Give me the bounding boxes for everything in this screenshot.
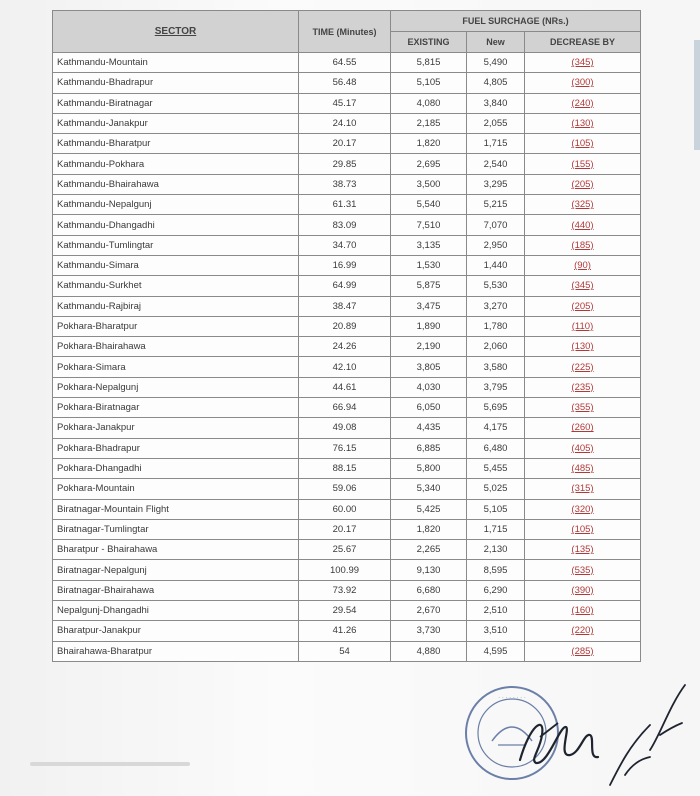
sector-cell: Kathmandu-Tumlingtar (53, 235, 299, 255)
new-cell: 2,950 (467, 235, 525, 255)
scan-smudge (30, 762, 190, 766)
sector-cell: Kathmandu-Janakpur (53, 113, 299, 133)
decrease-cell: (485) (525, 458, 641, 478)
new-cell: 5,490 (467, 53, 525, 73)
new-cell: 5,530 (467, 276, 525, 296)
existing-cell: 3,135 (391, 235, 467, 255)
new-cell: 1,715 (467, 134, 525, 154)
sector-cell: Kathmandu-Bhairahawa (53, 174, 299, 194)
decrease-cell: (130) (525, 113, 641, 133)
new-cell: 5,695 (467, 398, 525, 418)
new-cell: 3,510 (467, 621, 525, 641)
decrease-cell: (185) (525, 235, 641, 255)
new-cell: 7,070 (467, 215, 525, 235)
table-row (53, 641, 641, 661)
time-cell: 73.92 (299, 580, 391, 600)
time-cell: 45.17 (299, 93, 391, 113)
existing-cell: 4,880 (391, 641, 467, 661)
sector-cell: Bhairahawa-Bharatpur (53, 641, 299, 661)
time-cell: 76.15 (299, 438, 391, 458)
table-row (53, 418, 641, 438)
existing-cell: 5,875 (391, 276, 467, 296)
decrease-cell: (535) (525, 560, 641, 580)
sector-cell: Kathmandu-Surkhet (53, 276, 299, 296)
decrease-cell: (315) (525, 479, 641, 499)
table-row (53, 73, 641, 93)
decrease-cell: (390) (525, 580, 641, 600)
time-cell: 20.17 (299, 519, 391, 539)
new-cell: 5,025 (467, 479, 525, 499)
time-cell: 42.10 (299, 357, 391, 377)
time-cell: 29.54 (299, 601, 391, 621)
time-cell: 20.89 (299, 316, 391, 336)
table-row (53, 195, 641, 215)
table-body (53, 53, 641, 662)
new-cell: 6,290 (467, 580, 525, 600)
existing-cell: 1,530 (391, 255, 467, 275)
table-row (53, 580, 641, 600)
sector-cell: Pokhara-Bhairahawa (53, 337, 299, 357)
decrease-cell: (160) (525, 601, 641, 621)
sector-cell: Biratnagar-Bhairahawa (53, 580, 299, 600)
new-cell: 2,510 (467, 601, 525, 621)
table-row (53, 337, 641, 357)
decrease-cell: (355) (525, 398, 641, 418)
decrease-cell: (440) (525, 215, 641, 235)
sector-cell: Pokhara-Dhangadhi (53, 458, 299, 478)
time-cell: 24.10 (299, 113, 391, 133)
existing-cell: 5,815 (391, 53, 467, 73)
time-cell: 100.99 (299, 560, 391, 580)
sector-cell: Biratnagar-Nepalgunj (53, 560, 299, 580)
existing-cell: 2,265 (391, 540, 467, 560)
table-row (53, 621, 641, 641)
table-row (53, 53, 641, 73)
table-row (53, 215, 641, 235)
new-cell: 8,595 (467, 560, 525, 580)
new-cell: 4,805 (467, 73, 525, 93)
table-row (53, 235, 641, 255)
time-cell: 60.00 (299, 499, 391, 519)
time-cell: 34.70 (299, 235, 391, 255)
new-cell: 2,055 (467, 113, 525, 133)
new-cell: 1,440 (467, 255, 525, 275)
time-cell: 44.61 (299, 377, 391, 397)
time-cell: 38.73 (299, 174, 391, 194)
decrease-cell: (110) (525, 316, 641, 336)
sector-cell: Bharatpur - Bhairahawa (53, 540, 299, 560)
existing-cell: 3,730 (391, 621, 467, 641)
sector-cell: Pokhara-Bharatpur (53, 316, 299, 336)
sector-cell: Nepalgunj-Dhangadhi (53, 601, 299, 621)
new-cell: 2,130 (467, 540, 525, 560)
existing-cell: 1,820 (391, 519, 467, 539)
existing-cell: 4,435 (391, 418, 467, 438)
new-cell: 1,780 (467, 316, 525, 336)
decrease-cell: (135) (525, 540, 641, 560)
table-row (53, 357, 641, 377)
time-cell: 88.15 (299, 458, 391, 478)
existing-cell: 2,185 (391, 113, 467, 133)
new-cell: 5,455 (467, 458, 525, 478)
table-row (53, 134, 641, 154)
table-row (53, 560, 641, 580)
new-cell: 3,795 (467, 377, 525, 397)
sector-cell: Kathmandu-Dhangadhi (53, 215, 299, 235)
decrease-cell: (155) (525, 154, 641, 174)
existing-cell: 5,800 (391, 458, 467, 478)
sector-header: SECTOR (53, 11, 299, 53)
sector-cell: Bharatpur-Janakpur (53, 621, 299, 641)
table-row (53, 154, 641, 174)
new-cell: 4,595 (467, 641, 525, 661)
table-row (53, 377, 641, 397)
table-row (53, 93, 641, 113)
handwritten-signature-icon (500, 665, 700, 796)
time-cell: 16.99 (299, 255, 391, 275)
time-cell: 64.99 (299, 276, 391, 296)
existing-cell: 5,105 (391, 73, 467, 93)
time-cell: 49.08 (299, 418, 391, 438)
signature-stamp-area (440, 665, 700, 796)
new-cell: 3,840 (467, 93, 525, 113)
new-cell: 5,215 (467, 195, 525, 215)
table-row (53, 296, 641, 316)
svg-text:· · · · · · · ·: · · · · · · · · (498, 695, 526, 701)
existing-cell: 3,500 (391, 174, 467, 194)
existing-cell: 2,695 (391, 154, 467, 174)
new-cell: 3,270 (467, 296, 525, 316)
decrease-cell: (240) (525, 93, 641, 113)
existing-cell: 6,885 (391, 438, 467, 458)
decrease-cell: (205) (525, 174, 641, 194)
sector-cell: Kathmandu-Bharatpur (53, 134, 299, 154)
sector-cell: Pokhara-Mountain (53, 479, 299, 499)
sector-cell: Pokhara-Nepalgunj (53, 377, 299, 397)
fuel-surcharge-table (52, 10, 641, 662)
decrease-cell: (260) (525, 418, 641, 438)
existing-cell: 1,820 (391, 134, 467, 154)
table-row (53, 113, 641, 133)
time-cell: 59.06 (299, 479, 391, 499)
table-row (53, 499, 641, 519)
table-row (53, 174, 641, 194)
sector-cell: Kathmandu-Bhadrapur (53, 73, 299, 93)
table-row (53, 255, 641, 275)
decrease-cell: (220) (525, 621, 641, 641)
table-row (53, 458, 641, 478)
new-cell: 2,540 (467, 154, 525, 174)
existing-cell: 4,080 (391, 93, 467, 113)
sector-cell: Kathmandu-Pokhara (53, 154, 299, 174)
table-row (53, 479, 641, 499)
time-cell: 24.26 (299, 337, 391, 357)
time-cell: 20.17 (299, 134, 391, 154)
decrease-header: DECREASE BY (525, 32, 641, 53)
time-header: TIME (Minutes) (299, 11, 391, 53)
existing-cell: 5,540 (391, 195, 467, 215)
existing-cell: 3,805 (391, 357, 467, 377)
decrease-cell: (235) (525, 377, 641, 397)
new-cell: 4,175 (467, 418, 525, 438)
new-cell: 1,715 (467, 519, 525, 539)
table-row (53, 276, 641, 296)
existing-cell: 5,340 (391, 479, 467, 499)
time-cell: 83.09 (299, 215, 391, 235)
table-row (53, 438, 641, 458)
time-cell: 25.67 (299, 540, 391, 560)
existing-cell: 6,680 (391, 580, 467, 600)
sector-cell: Pokhara-Bhadrapur (53, 438, 299, 458)
decrease-cell: (130) (525, 337, 641, 357)
existing-cell: 2,670 (391, 601, 467, 621)
sector-cell: Biratnagar-Tumlingtar (53, 519, 299, 539)
new-cell: 2,060 (467, 337, 525, 357)
time-cell: 38.47 (299, 296, 391, 316)
new-header: New (467, 32, 525, 53)
sector-cell: Kathmandu-Biratnagar (53, 93, 299, 113)
time-cell: 41.26 (299, 621, 391, 641)
new-cell: 5,105 (467, 499, 525, 519)
table-row (53, 519, 641, 539)
time-cell: 54 (299, 641, 391, 661)
table-row (53, 540, 641, 560)
decrease-cell: (105) (525, 519, 641, 539)
existing-cell: 2,190 (391, 337, 467, 357)
decrease-cell: (90) (525, 255, 641, 275)
time-cell: 56.48 (299, 73, 391, 93)
decrease-cell: (225) (525, 357, 641, 377)
decrease-cell: (300) (525, 73, 641, 93)
decrease-cell: (405) (525, 438, 641, 458)
existing-header: EXISTING (391, 32, 467, 53)
table-row (53, 601, 641, 621)
decrease-cell: (285) (525, 641, 641, 661)
table-row (53, 398, 641, 418)
sector-cell: Kathmandu-Mountain (53, 53, 299, 73)
sector-cell: Pokhara-Biratnagar (53, 398, 299, 418)
decrease-cell: (105) (525, 134, 641, 154)
time-cell: 66.94 (299, 398, 391, 418)
existing-cell: 7,510 (391, 215, 467, 235)
existing-cell: 1,890 (391, 316, 467, 336)
existing-cell: 3,475 (391, 296, 467, 316)
sector-cell: Pokhara-Janakpur (53, 418, 299, 438)
fuel-surcharge-header: FUEL SURCHAGE (NRs.) (391, 11, 641, 32)
new-cell: 3,295 (467, 174, 525, 194)
sector-cell: Biratnagar-Mountain Flight (53, 499, 299, 519)
decrease-cell: (205) (525, 296, 641, 316)
new-cell: 6,480 (467, 438, 525, 458)
table-row (53, 316, 641, 336)
decrease-cell: (345) (525, 53, 641, 73)
existing-cell: 5,425 (391, 499, 467, 519)
sector-cell: Kathmandu-Nepalgunj (53, 195, 299, 215)
time-cell: 64.55 (299, 53, 391, 73)
time-cell: 61.31 (299, 195, 391, 215)
page-edge-mark (694, 40, 700, 150)
existing-cell: 9,130 (391, 560, 467, 580)
decrease-cell: (325) (525, 195, 641, 215)
new-cell: 3,580 (467, 357, 525, 377)
decrease-cell: (320) (525, 499, 641, 519)
sector-cell: Kathmandu-Simara (53, 255, 299, 275)
sector-cell: Pokhara-Simara (53, 357, 299, 377)
existing-cell: 4,030 (391, 377, 467, 397)
existing-cell: 6,050 (391, 398, 467, 418)
decrease-cell: (345) (525, 276, 641, 296)
time-cell: 29.85 (299, 154, 391, 174)
sector-cell: Kathmandu-Rajbiraj (53, 296, 299, 316)
